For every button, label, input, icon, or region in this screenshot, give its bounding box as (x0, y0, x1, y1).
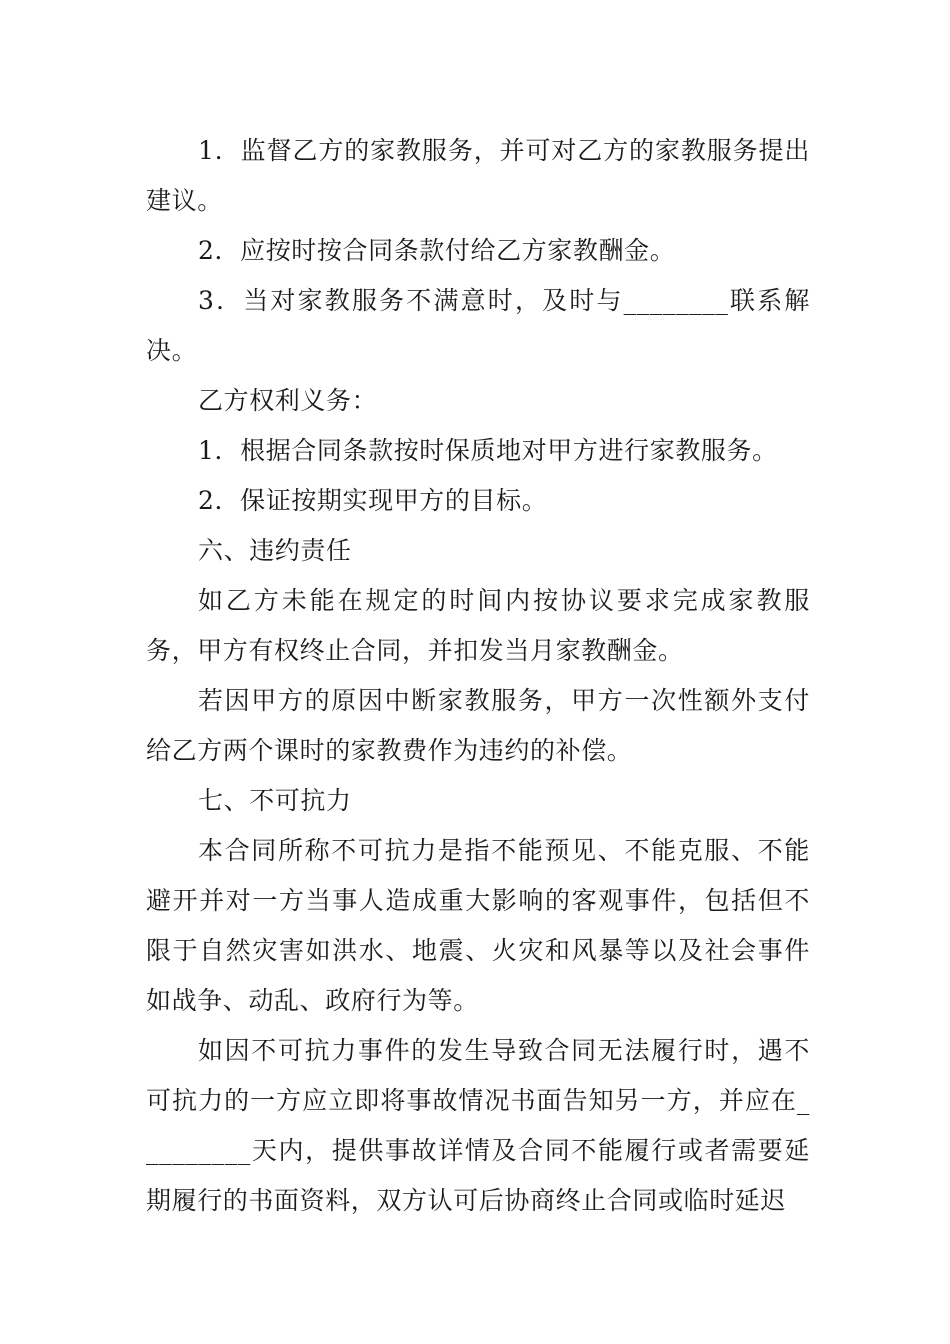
paragraph-breach-party-a: 若因甲方的原因中断家教服务，甲方一次性额外支付给乙方两个课时的家教费作为违约的补偿。 (146, 686, 810, 765)
paragraph-party-a-item-1: 1．监督乙方的家教服务，并可对乙方的家教服务提出建议。 (146, 136, 810, 215)
paragraph-party-b-item-1: 1．根据合同条款按时保质地对甲方进行家教服务。 (198, 436, 778, 465)
heading-breach-liability: 六、违约责任 (198, 536, 352, 565)
heading-force-majeure: 七、不可抗力 (198, 786, 352, 815)
heading-party-b-rights: 乙方权利义务： (198, 386, 378, 415)
paragraph-breach-party-b: 如乙方未能在规定的时间内按协议要求完成家教服务，甲方有权终止合同，并扣发当月家教酬金。 (146, 586, 810, 665)
paragraph-party-a-item-2: 2．应按时按合同条款付给乙方家教酬金。 (198, 236, 676, 265)
paragraph-force-majeure-definition: 本合同所称不可抗力是指不能预见、不能克服、不能避开并对一方当事人造成重大影响的客观事件，包括但不限于自然灾害如洪水、地震、火灾和风暴等以及社会事件如战争、动乱、政府行为等。 (146, 836, 810, 1015)
paragraph-party-b-item-2: 2．保证按期实现甲方的目标。 (198, 486, 548, 515)
paragraph-force-majeure-notice: 如因不可抗力事件的发生导致合同无法履行时，遇不可抗力的一方应立即将事故情况书面告知另一方，并应在_________天内，提供事故详情及合同不能履行或者需要延期履行的书面资料，双方认可后协商终止合同或临时延迟 (146, 1036, 810, 1215)
paragraph-party-a-item-3: 3．当对家教服务不满意时，及时与________联系解决。 (146, 286, 810, 365)
